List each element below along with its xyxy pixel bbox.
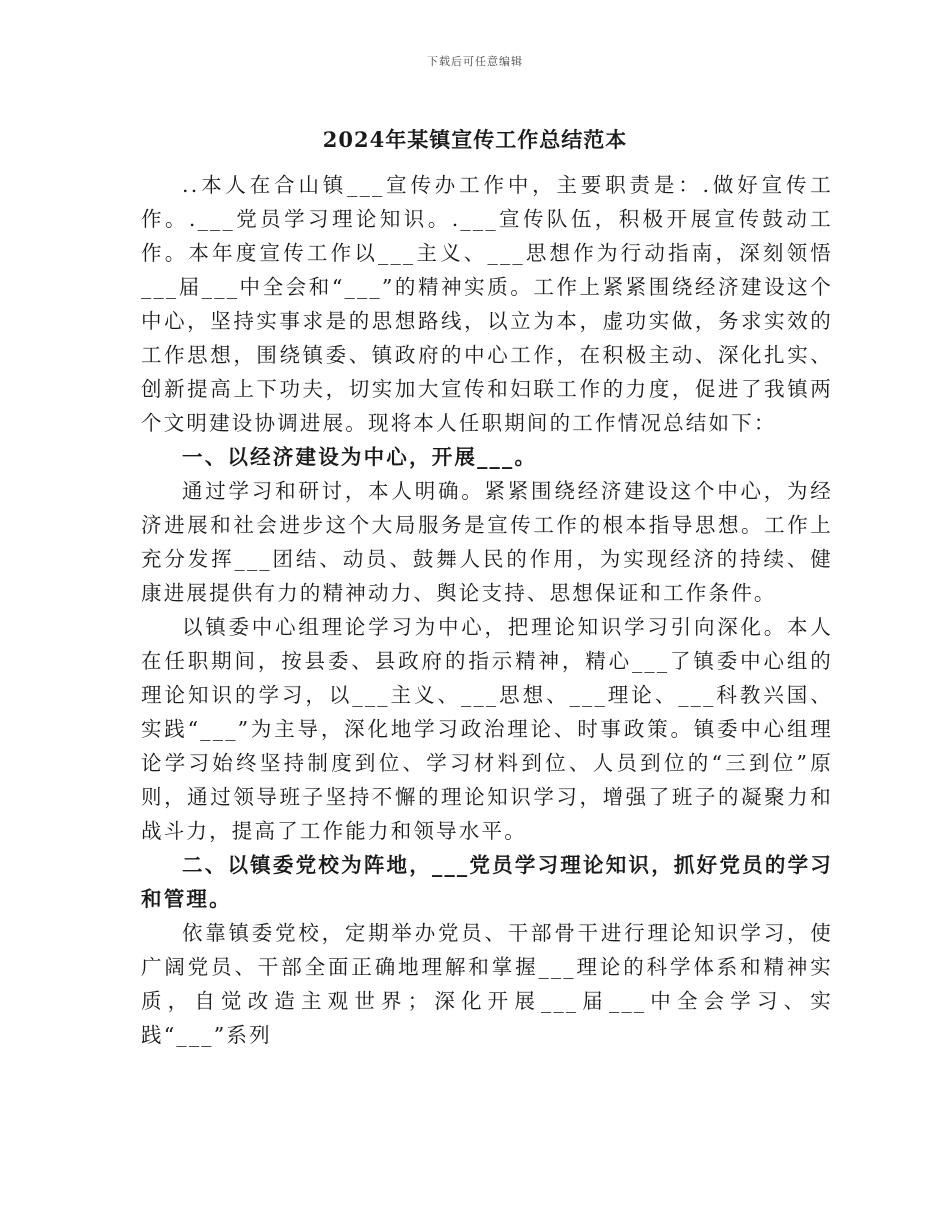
body-paragraph: 通过学习和研讨，本人明确。紧紧围绕经济建设这个中心，为经济进展和社会进步这个大局服务是宣传工作的根本指导思想。工作上充分发挥___团结、动员、鼓舞人民的作用，为实现经济的持续、健康进展提供有力的精神动力、舆论支持、思想保证和工作条件。 bbox=[141, 479, 833, 605]
body-paragraph: 以镇委中心组理论学习为中心，把理论知识学习引向深化。本人在任职期间，按县委、县政府的指示精神，精心___了镇委中心组的理论知识的学习，以___主义、___思想、___理论、___科教兴国、实践“___”为主导，深化地学习政治理论、时事政策。镇委中心组理论学习始终坚持制度到位、学习材料到位、人员到位的“三到位”原则，通过领导班子坚持不懈的理论知识学习，增强了班子的凝聚力和战斗力，提高了工作能力和领导水平。 bbox=[141, 615, 833, 843]
document-title: 2024年某镇宣传工作总结范本 bbox=[322, 127, 628, 152]
section-heading-1: 一、以经济建设为中心，开展___。 bbox=[182, 445, 538, 469]
body-paragraph: 依靠镇委党校，定期举办党员、干部骨干进行理论知识学习，使广阔党员、干部全面正确地理解和掌握___理论的科学体系和精神实质，自觉改造主观世界；深化开展___届___中全会学习、实践“___”系列 bbox=[141, 921, 833, 1047]
header-note: 下载后可任意编辑 bbox=[427, 55, 523, 68]
section-heading-2: 二、以镇委党校为阵地，___党员学习理论知识，抓好党员的学习和管理。 bbox=[141, 853, 833, 911]
document-body bbox=[141, 168, 833, 1052]
intro-paragraph: ..本人在合山镇___宣传办工作中，主要职责是：.做好宣传工作。.___党员学习理论知识。.___宣传队伍，积极开展宣传鼓动工作。本年度宣传工作以___主义、___思想作为行动指南，深刻领悟___届___中全会和“___”的精神实质。工作上紧紧围绕经济建设这个中心，坚持实事求是的思想路线，以立为本，虚功实做，务求实效的工作思想，围绕镇委、镇政府的中心工作，在积极主动、深化扎实、创新提高上下功夫，切实加大宣传和妇联工作的力度，促进了我镇两个文明建设协调进展。现将本人任职期间的工作情况总结如下： bbox=[141, 173, 833, 435]
